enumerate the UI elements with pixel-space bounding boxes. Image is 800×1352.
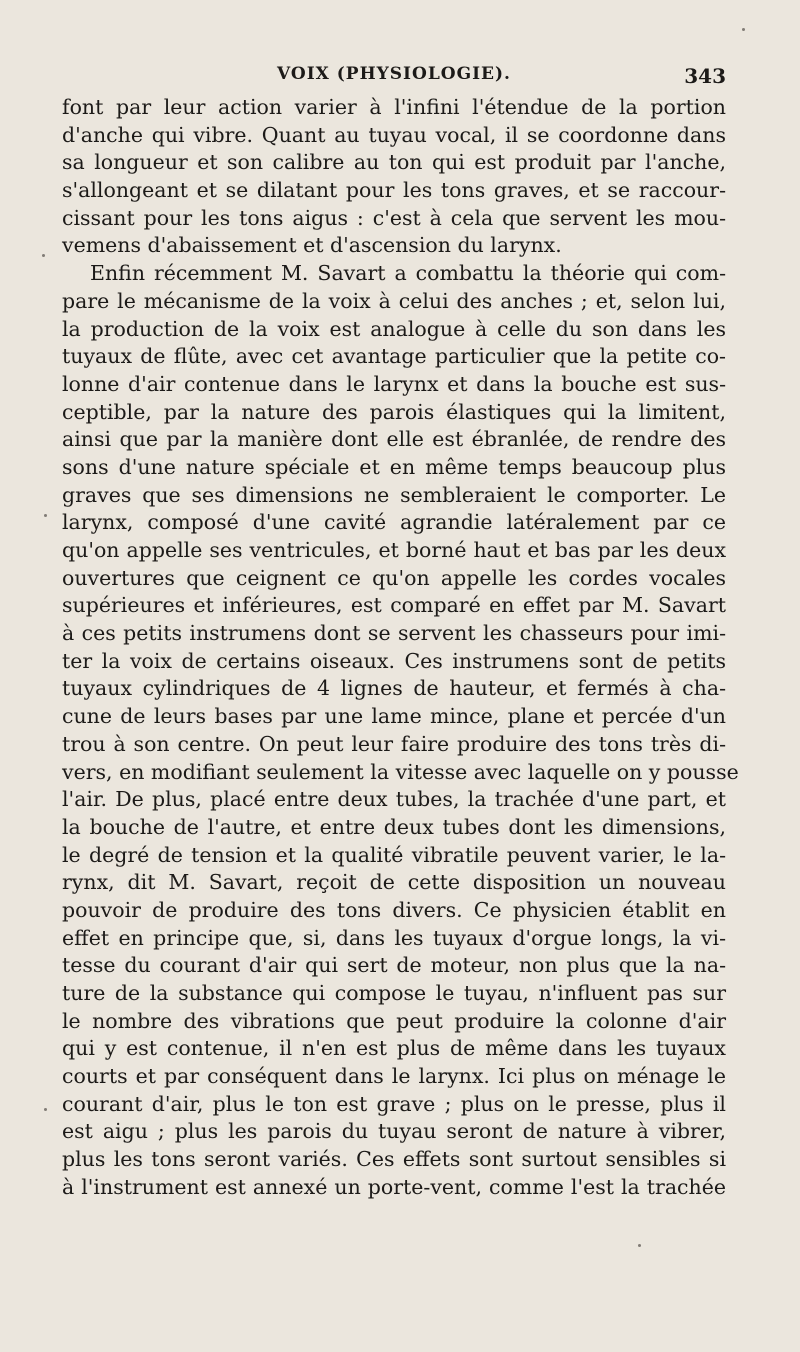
text-line: la production de la voix est analogue à celle du son dans les [62, 316, 726, 341]
text-line: sons d'une nature spéciale et en même temps beaucoup plus [62, 454, 726, 479]
text-line: tesse du courant d'air qui sert de moteur, non plus que la na- [62, 953, 726, 978]
text-line: supérieures et inférieures, est comparé en effet par M. Savart [62, 593, 726, 618]
body-text [62, 94, 739, 1202]
text-line: qui y est contenue, il n'en est plus de même dans les tuyaux [62, 1036, 726, 1061]
text-line: courant d'air, plus le ton est grave ; plus on le presse, plus il [62, 1091, 726, 1116]
text-line: l'air. De plus, placé entre deux tubes, la trachée d'une part, et [62, 787, 726, 812]
paper-speck [44, 514, 47, 517]
text-line: la bouche de l'autre, et entre deux tubes dont les dimensions, [62, 814, 726, 839]
text-line: pouvoir de produire des tons divers. Ce physicien établit en [62, 897, 726, 922]
text-line: à l'instrument est annexé un porte-vent, comme l'est la trachée [62, 1174, 726, 1199]
paragraph-start-line: Enfin récemment M. Savart a combattu la théorie qui com- [90, 261, 726, 286]
text-line: ter la voix de certains oiseaux. Ces instrumens sont de petits [62, 648, 726, 673]
text-line: lonne d'air contenue dans le larynx et dans la bouche est sus- [62, 371, 726, 396]
text-line: à ces petits instrumens dont se servent les chasseurs pour imi- [62, 621, 726, 646]
running-head [62, 60, 726, 94]
paper-speck [742, 28, 745, 31]
text-line: tuyaux de flûte, avec cet avantage particulier que la petite co- [62, 344, 726, 369]
text-line: est aigu ; plus les parois du tuyau seront de nature à vibrer, [62, 1119, 726, 1144]
text-line: trou à son centre. On peut leur faire produire des tons très di- [62, 731, 726, 756]
text-line: vers, en modifiant seulement la vitesse avec laquelle on y pousse [62, 759, 739, 784]
paper-speck [44, 1108, 47, 1111]
text-line: qu'on appelle ses ventricules, et borné haut et bas par les deux [62, 538, 726, 562]
text-line: courts et par conséquent dans le larynx. Ici plus on ménage le [62, 1064, 726, 1089]
text-line: cune de leurs bases par une lame mince, plane et percée d'un [62, 704, 726, 729]
text-line: d'anche qui vibre. Quant au tuyau vocal, il se coordonne dans [62, 122, 726, 147]
text-line: le degré de tension et la qualité vibratile peuvent varier, le la- [62, 842, 726, 867]
text-line: ainsi que par la manière dont elle est ébranlée, de rendre des [62, 427, 726, 452]
text-line: s'allongeant et se dilatant pour les tons graves, et se raccour- [62, 178, 726, 203]
text-line: plus les tons seront variés. Ces effets sont surtout sensibles si [62, 1147, 726, 1172]
text-line: larynx, composé d'une cavité agrandie latéralement par ce [62, 510, 726, 535]
text-line: font par leur action varier à l'infini l'étendue de la portion [62, 95, 726, 119]
paper-speck [42, 254, 45, 257]
text-line: vemens d'abaissement et d'ascension du larynx. [62, 233, 562, 258]
paper-speck [638, 1244, 641, 1247]
text-line: le nombre des vibrations que peut produire la colonne d'air [62, 1008, 726, 1033]
text-line: sa longueur et son calibre au ton qui est produit par l'anche, [62, 150, 726, 175]
running-title: VOIX (PHYSIOLOGIE). [277, 64, 511, 84]
page-number: 343 [684, 64, 726, 88]
text-line: effet en principe que, si, dans les tuyaux d'orgue longs, la vi- [62, 925, 726, 950]
text-line: graves que ses dimensions ne sembleraient le comporter. Le [62, 482, 726, 507]
text-line: pare le mécanisme de la voix à celui des anches ; et, selon lui, [62, 288, 726, 313]
text-line: ouvertures que ceignent ce qu'on appelle les cordes vocales [62, 565, 726, 590]
text-line: rynx, dit M. Savart, reçoit de cette disposition un nouveau [62, 870, 726, 895]
text-line: ture de la substance qui compose le tuyau, n'influent pas sur [62, 981, 726, 1005]
text-line: tuyaux cylindriques de 4 lignes de hauteur, et fermés à cha- [62, 676, 726, 701]
text-line: ceptible, par la nature des parois élastiques qui la limitent, [62, 399, 726, 424]
text-line: cissant pour les tons aigus : c'est à cela que servent les mou- [62, 205, 726, 230]
